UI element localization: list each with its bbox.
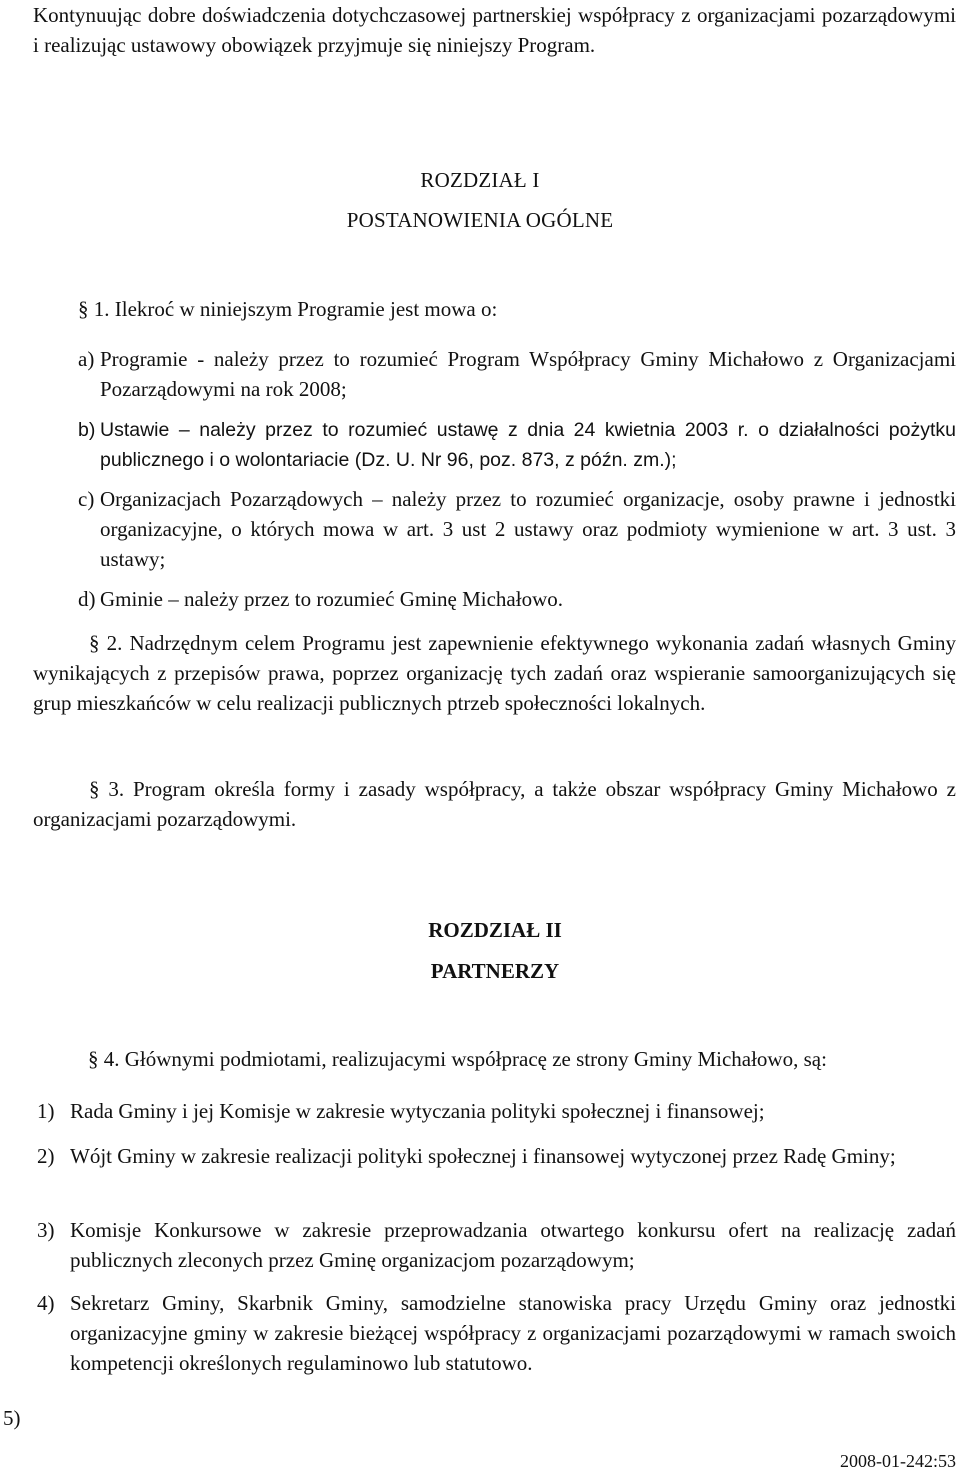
item-text: Komisje Konkursowe w zakresie przeprowadzania otwartego konkursu ofert na realizację zadań publicznych zleconych przez Gminę organizacjom pozarządowym; [70, 1218, 956, 1272]
item-label: 2) [37, 1144, 55, 1168]
partner-item-1 [37, 1096, 956, 1126]
chapter-1-title: POSTANOWIENIA OGÓLNE [346, 208, 614, 232]
section-1-lead: § 1. Ilekroć w niniejszym Programie jest mowa o: [78, 297, 498, 321]
item-text: Sekretarz Gminy, Skarbnik Gminy, samodzielne stanowiska pracy Urzędu Gminy oraz jednostki organizacyjne gminy w zakresie bieżącej współpracy z organizacjami pozarządowymi w ramach swoich kompetencji określonych regulaminowo lub statutowo. [70, 1291, 956, 1375]
item-label: a) [78, 347, 95, 371]
item-label: b) [78, 419, 96, 441]
item-label: 4) [37, 1291, 55, 1315]
partner-item-4 [37, 1288, 956, 1378]
item-text: Programie - należy przez to rozumieć Program Współpracy Gminy Michałowo z Organizacjami Pozarządowymi na rok 2008; [100, 347, 956, 401]
footer-timestamp: 2008-01-242:53 [840, 1451, 956, 1471]
partner-item-3 [37, 1215, 956, 1275]
chapter-1-number: ROZDZIAŁ I [420, 168, 540, 192]
item-label: c) [78, 487, 95, 511]
item-text: Rada Gminy i jej Komisje w zakresie wytyczania polityki społecznej i finansowej; [70, 1099, 765, 1123]
definition-item-a [78, 344, 956, 404]
item-text: Ustawie – należy przez to rozumieć ustawę z dnia 24 kwietnia 2003 r. o działalności pożytku publicznego i o wolontariacie (Dz. U. Nr 96, poz. 873, z późn. zm.); [100, 419, 956, 471]
partner-item-5-label: 5) [3, 1406, 21, 1430]
chapter-2-title: PARTNERZY [430, 959, 560, 983]
partner-item-2 [37, 1141, 956, 1171]
item-text: Wójt Gminy w zakresie realizacji polityki społecznej i finansowej wytyczonej przez Radę Gminy; [70, 1144, 896, 1168]
item-label: d) [78, 587, 96, 611]
item-label: 3) [37, 1218, 55, 1242]
definition-item-c [78, 484, 956, 574]
item-label: 1) [37, 1099, 55, 1123]
item-text: Gminie – należy przez to rozumieć Gminę Michałowo. [100, 587, 564, 611]
definition-item-b [78, 415, 956, 475]
section-2-paragraph: § 2. Nadrzędnym celem Programu jest zapewnienie efektywnego wykonania zadań własnych Gminy wynikających z przepisów prawa, poprzez organizację tych zadań oraz wspieranie samoorganizujących się grup mieszkańców w celu realizacji publicznych ptrzeb społeczności lokalnych. [33, 631, 956, 715]
intro-paragraph: Kontynuując dobre doświadczenia dotychczasowej partnerskiej współpracy z organizacjami pozarządowymi i realizując ustawowy obowiązek przyjmuje się niniejszy Program. [33, 3, 956, 57]
definition-item-d [78, 584, 956, 614]
section-3-paragraph: § 3. Program określa formy i zasady współpracy, a także obszar współpracy Gminy Michałowo z organizacjami pozarządowymi. [33, 777, 956, 831]
section-4-lead: § 4. Głównymi podmiotami, realizujacymi współpracę ze strony Gminy Michałowo, są: [88, 1047, 827, 1071]
chapter-2-number: ROZDZIAŁ II [428, 918, 562, 942]
item-text: Organizacjach Pozarządowych – należy przez to rozumieć organizacje, osoby prawne i jednostki organizacyjne, o których mowa w art. 3 ust 2 ustawy oraz podmioty wymienione w art. 3 ust. 3 ustawy; [100, 487, 956, 571]
